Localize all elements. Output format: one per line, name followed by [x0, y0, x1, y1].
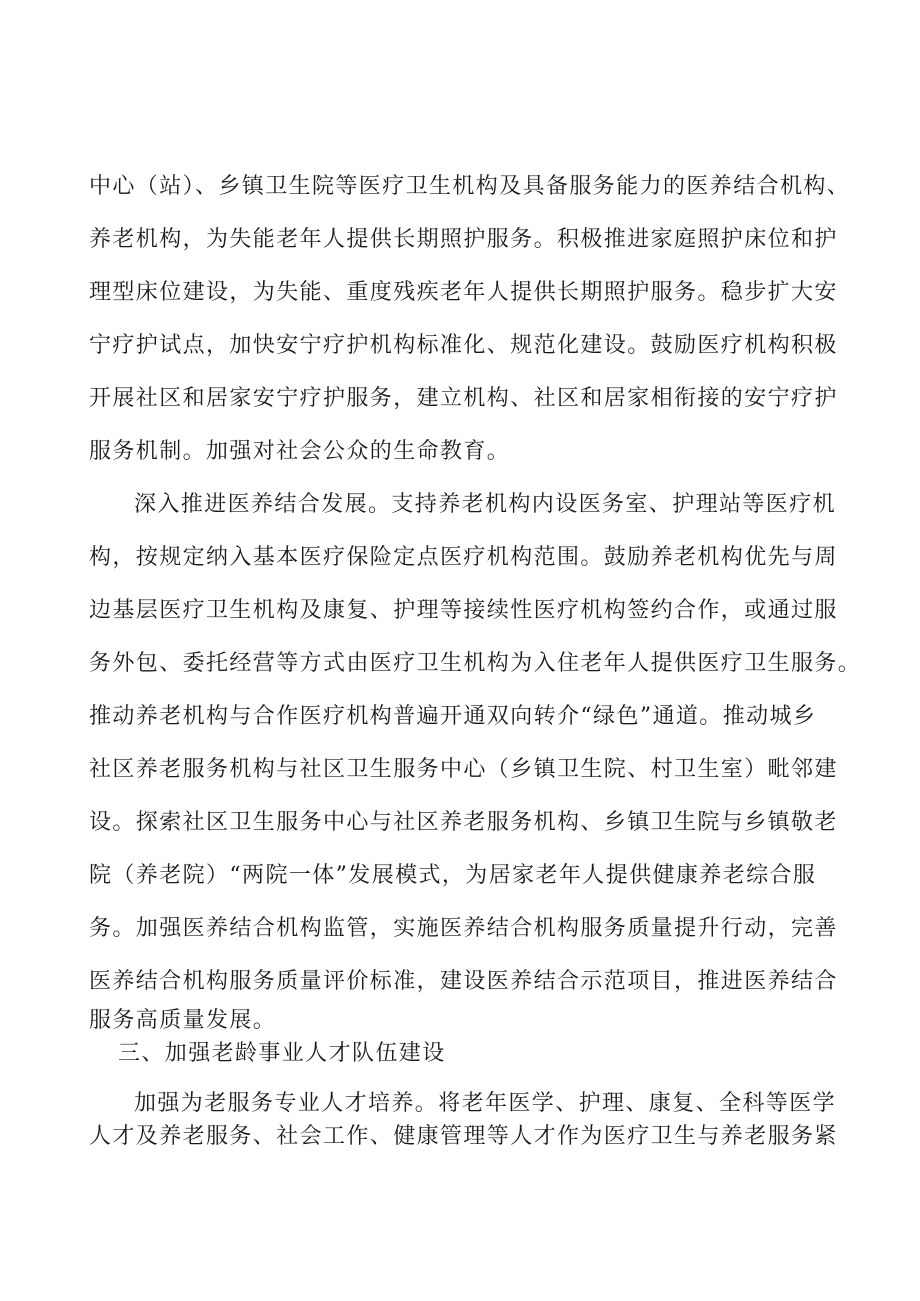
- paragraph-1-line-6: 服务机制。加强对社会公众的生命教育。: [89, 439, 511, 464]
- paragraph-2-line-10: 医养结合机构服务质量评价标准，建设医养结合示范项目，推进医养结合: [89, 969, 838, 994]
- paragraph-2-line-8: 院（养老院）“两院一体”发展模式，为居家老年人提供健康养老综合服: [89, 863, 817, 888]
- paragraph-2-line-9: 务。加强医养结合机构监管，实施医养结合机构服务质量提升行动，完善: [89, 916, 838, 941]
- paragraph-1-line-5: 开展社区和居家安宁疗护服务，建立机构、社区和居家相衔接的安宁疗护: [89, 386, 838, 411]
- paragraph-2-line-6: 社区养老服务机构与社区卫生服务中心（乡镇卫生院、村卫生室）毗邻建: [89, 757, 838, 782]
- section-heading: 三、加强老龄事业人才队伍建设: [118, 1041, 446, 1066]
- paragraph-1-line-2: 养老机构，为失能老年人提供长期照护服务。积极推进家庭照护床位和护: [89, 227, 838, 252]
- paragraph-2-line-4: 务外包、委托经营等方式由医疗卫生机构为入住老年人提供医疗卫生服务。: [89, 651, 862, 676]
- paragraph-1-line-4: 宁疗护试点，加快安宁疗护机构标准化、规范化建设。鼓励医疗机构积极: [89, 333, 838, 358]
- paragraph-1-line-3: 理型床位建设，为失能、重度残疾老年人提供长期照护服务。稳步扩大安: [89, 280, 838, 305]
- paragraph-2-line-11: 服务高质量发展。: [89, 1008, 277, 1033]
- paragraph-2-line-1: 深入推进医养结合发展。支持养老机构内设医务室、护理站等医疗机: [134, 492, 837, 517]
- paragraph-3-line-1: 加强为老服务专业人才培养。将老年医学、护理、康复、全科等医学: [134, 1091, 837, 1116]
- paragraph-1-line-1: 中心（站）、乡镇卫生院等医疗卫生机构及具备服务能力的医养结合机构、: [89, 174, 851, 199]
- paragraph-2-line-2: 构，按规定纳入基本医疗保险定点医疗机构范围。鼓励养老机构优先与周: [89, 545, 838, 570]
- paragraph-3-line-2: 人才及养老服务、社会工作、健康管理等人才作为医疗卫生与养老服务紧: [89, 1124, 838, 1149]
- paragraph-2-line-7: 设。探索社区卫生服务中心与社区养老服务机构、乡镇卫生院与乡镇敬老: [89, 810, 838, 835]
- paragraph-2-line-5: 推动养老机构与合作医疗机构普遍开通双向转介“绿色”通道。推动城乡: [89, 704, 817, 729]
- paragraph-2-line-3: 边基层医疗卫生机构及康复、护理等接续性医疗机构签约合作，或通过服: [89, 598, 838, 623]
